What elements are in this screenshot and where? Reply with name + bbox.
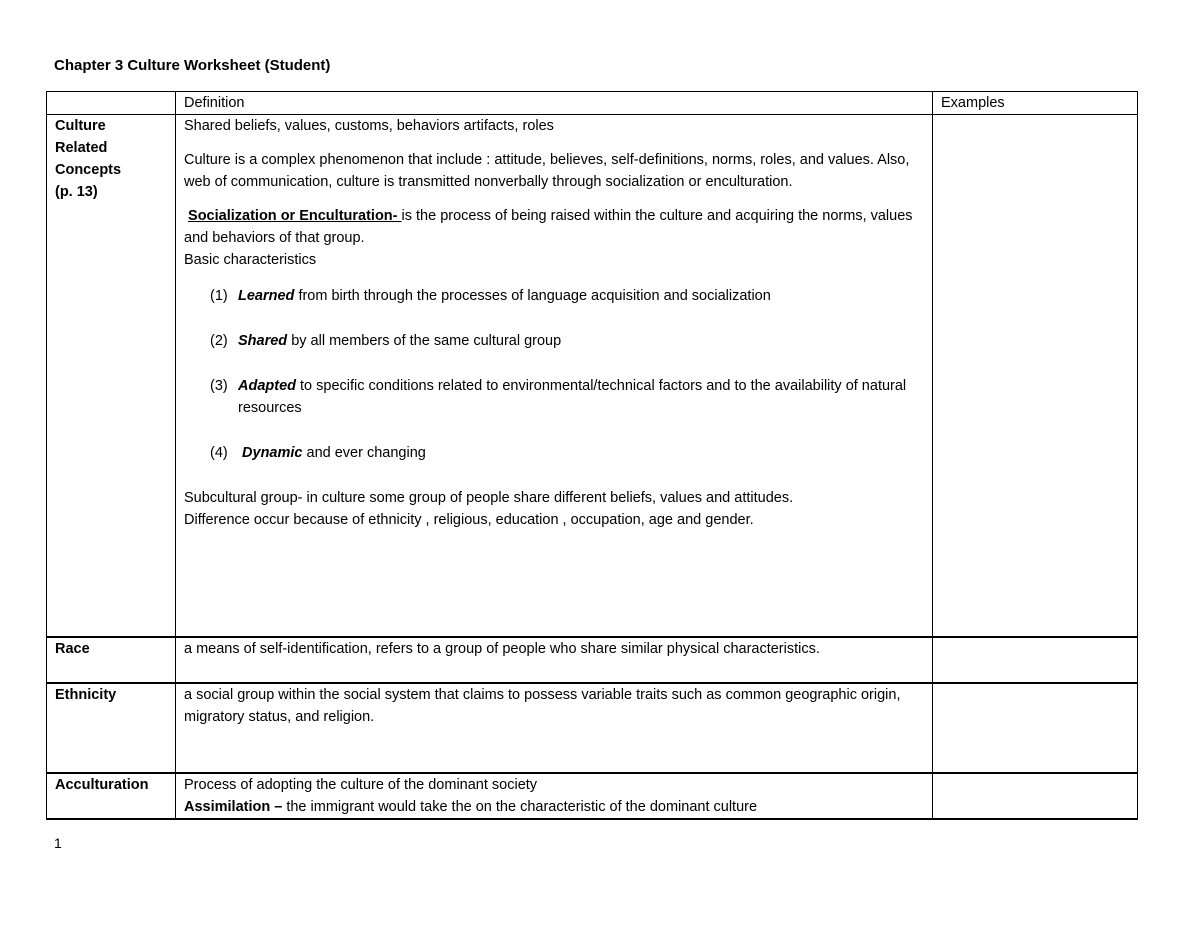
basic-characteristics-label: Basic characteristics [184,252,317,268]
page-title: Chapter 3 Culture Worksheet (Student) [54,57,331,74]
examples-cell-culture [933,115,1138,638]
list-item [210,375,924,419]
characteristic-keyword: Learned [238,288,295,304]
header-examples-cell: Examples [933,92,1138,115]
worksheet-table [46,91,1138,820]
difference-line: Difference occur because of ethnicity , religious, education , occupation, age and gender. [184,512,754,528]
list-number: (1) [210,288,228,304]
table-row-ethnicity [47,683,1138,773]
culture-complex-paragraph: Culture is a complex phenomenon that include : attitude, believes, self-definitions, norms, roles, and values. Also, web of communication, culture is transmitted nonverbally through socialization or enculturation. [184,152,910,190]
page-number: 1 [54,835,62,851]
definition-cell-race: a means of self-identification, refers to a group of people who share similar physical characteristics. [176,637,933,683]
definition-cell-ethnicity: a social group within the social system that claims to possess variable traits such as common geographic origin, migratory status, and religion. [176,683,933,773]
definition-cell-acculturation [176,773,933,819]
table-row-acculturation [47,773,1138,819]
characteristic-text: and ever changing [302,445,426,461]
list-number: (4) [210,445,228,461]
list-item [210,330,924,352]
header-row [47,92,1138,115]
socialization-term: Socialization or Enculturation- [188,208,402,224]
characteristic-text: by all members of the same cultural group [287,333,562,349]
characteristics-list [184,285,924,464]
term-line: (p. 13) [55,184,98,200]
culture-shared-line: Shared beliefs, values, customs, behaviors artifacts, roles [184,118,554,134]
characteristic-keyword: Adapted [238,378,296,394]
socialization-paragraph [184,205,924,249]
characteristic-text: from birth through the processes of language acquisition and socialization [294,288,771,304]
term-line: Concepts [55,162,122,178]
list-number: (2) [210,333,228,349]
list-item [210,442,924,464]
characteristic-keyword: Dynamic [238,445,303,461]
list-item [210,285,924,307]
assimilation-line [184,796,924,818]
term-cell-race: Race [47,637,176,683]
examples-cell-ethnicity [933,683,1138,773]
examples-cell-acculturation [933,773,1138,819]
definition-cell-culture [176,115,933,638]
table-row-culture [47,115,1138,638]
header-term-cell [47,92,176,115]
term-cell-acculturation: Acculturation [47,773,176,819]
acculturation-definition: Process of adopting the culture of the dominant society [184,777,538,793]
term-cell-culture [47,115,176,638]
assimilation-term: Assimilation – [184,799,287,815]
characteristic-text: to specific conditions related to environmental/technical factors and to the availability of natural resources [238,378,907,416]
subcultural-line: Subcultural group- in culture some group of people share different beliefs, values and attitudes. [184,490,794,506]
characteristic-keyword: Shared [238,333,288,349]
list-number: (3) [210,378,228,394]
examples-cell-race [933,637,1138,683]
table-row-race [47,637,1138,683]
term-line: Related [55,140,108,156]
term-line: Culture [55,118,106,134]
term-cell-ethnicity: Ethnicity [47,683,176,773]
assimilation-text: the immigrant would take the on the characteristic of the dominant culture [286,799,758,815]
socialization-text: is the process of being raised within the culture and acquiring the norms, values and behaviors of that group. [184,208,913,246]
header-definition-cell: Definition [176,92,933,115]
